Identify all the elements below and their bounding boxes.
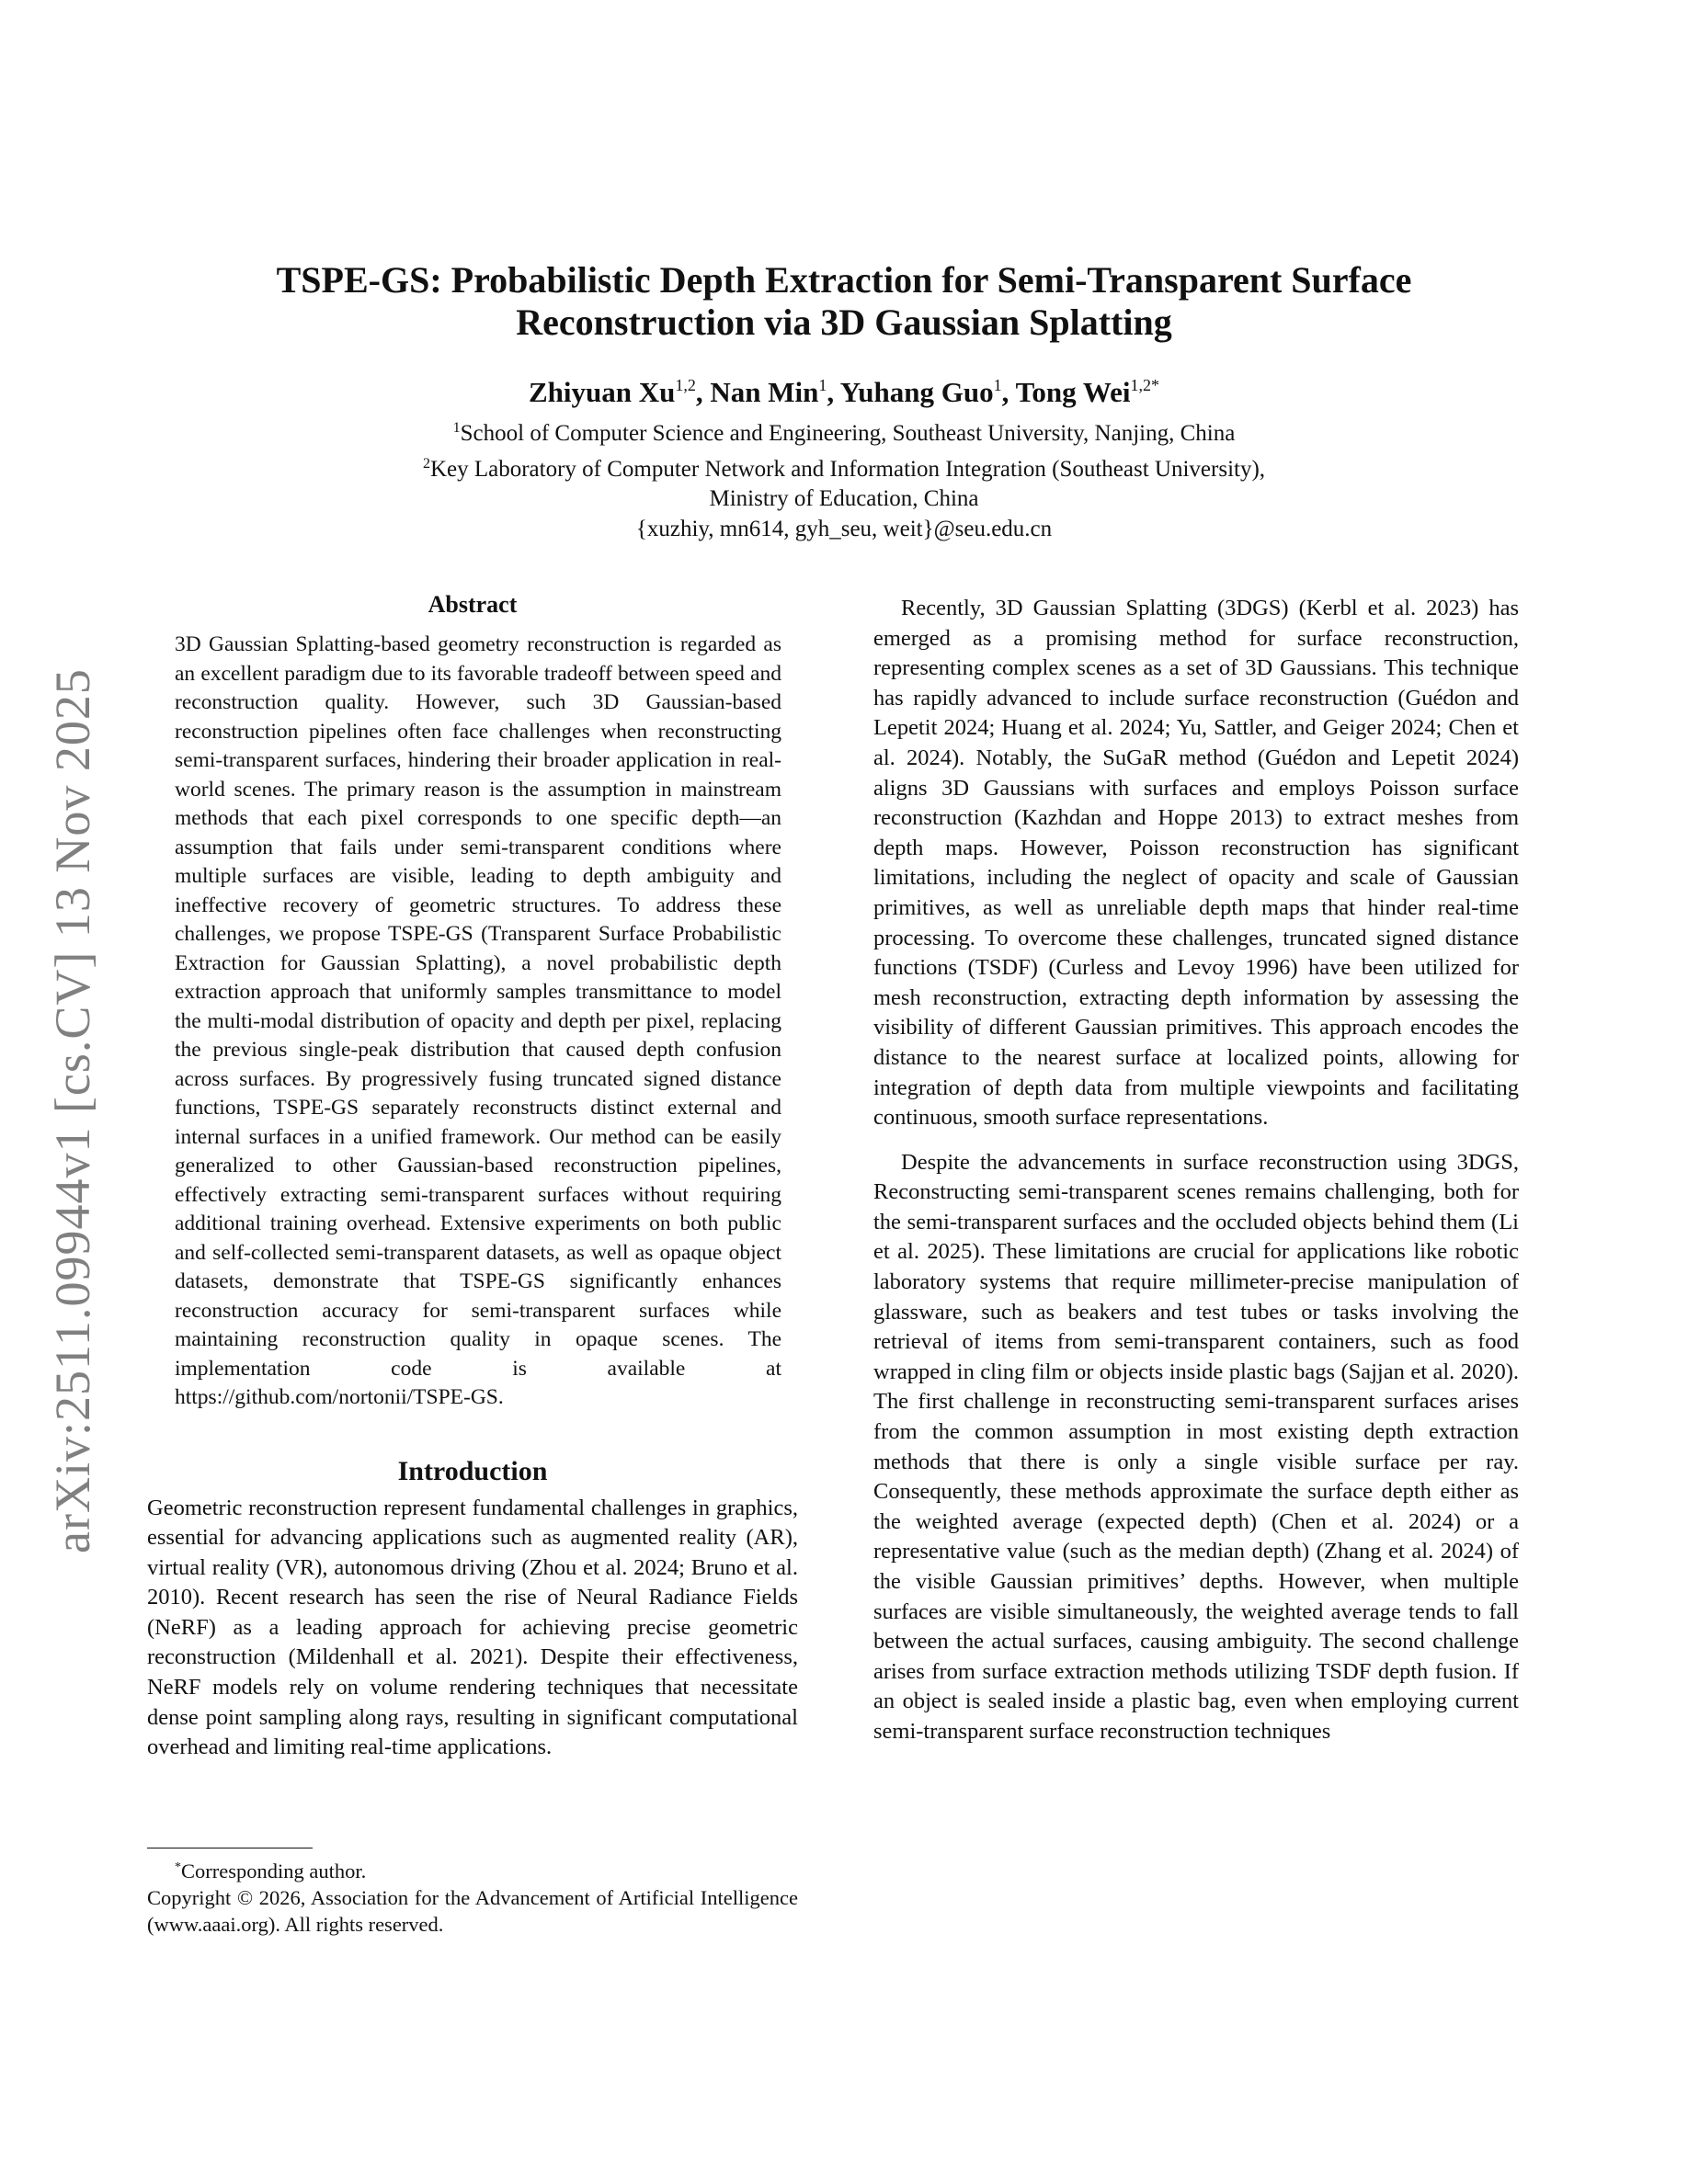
- arxiv-stamp: arXiv:2511.09944v1 [cs.CV] 13 Nov 2025: [45, 668, 100, 1553]
- intro-paragraph: Geometric reconstruction represent fundamental challenges in graphics, essential for advancing applications such as augmented reality (AR), virtual reality (VR), autonomous driving (Zhou et al. 2024; Bruno et al. 2010). Recent research has seen the rise of Neural Radiance Fields (NeRF) as a leading approach for achieving precise geometric reconstruction (Mildenhall et al. 2021). Despite their effectiveness, NeRF models rely on volume rendering techniques that necessitate dense point sampling along rays, resulting in significant computational overhead and limiting real-time applications.: [147, 1495, 798, 1760]
- affiliation-line: Ministry of Education, China: [709, 486, 979, 511]
- paper-title: [0, 259, 1688, 344]
- author: Zhiyuan Xu$^{1,2}$,: [528, 376, 711, 408]
- abstract-heading: Abstract: [428, 591, 518, 618]
- intro-paragraph: Recently, 3D Gaussian Splatting (3DGS) (Kerbl et al. 2023) has emerged as a promising method for surface reconstruction, representing complex scenes as a set of 3D Gaussians. This technique has rapidly advanced to include surface reconstruction (Guédon and Lepetit 2024; Huang et al. 2024; Yu, Sattler, and Geiger 2024; Chen et al. 2024). Notably, the SuGaR method (Guédon and Lepetit 2024) aligns 3D Gaussians with surfaces and employs Poisson surface reconstruction (Kazhdan and Hoppe 2013) to extract meshes from depth maps. However, Poisson reconstruction has significant limitations, including the neglect of opacity and scale of Gaussian primitives, as well as unreliable depth maps that hinder real-time processing. To overcome these challenges, truncated signed distance functions (TSDF) (Curless and Levoy 1996) have been utilized for mesh reconstruction, extracting depth information by assessing the visibility of different Gaussian primitives. This approach encodes the distance to the nearest surface at localized points, allowing for integration of depth data from multiple viewpoints and facilitating continuous, smooth surface representations.: [873, 596, 1519, 1131]
- copyright-notice: Copyright © 2026, Association for the Advancement of Artificial Intelligence (www.aaai.org). All rights reserved.: [147, 1886, 798, 1936]
- author-list: [0, 368, 1688, 410]
- affiliation-line: $^2$Key Laboratory of Computer Network and Information Integration (Southeast University),: [422, 455, 1266, 482]
- right-column: [873, 594, 1519, 1747]
- paper-title-line-1: TSPE-GS: Probabilistic Depth Extraction for Semi-Transparent Surface: [276, 259, 1412, 301]
- affiliation-line: $^1$School of Computer Science and Engineering, Southeast University, Nanjing, China: [452, 420, 1236, 446]
- introduction-heading: Introduction: [397, 1455, 548, 1486]
- author: Nan Min$^1$,: [710, 376, 840, 408]
- paper-title-line-2: Reconstruction via 3D Gaussian Splatting: [516, 301, 1172, 343]
- intro-paragraph: Despite the advancements in surface reconstruction using 3DGS, Reconstructing semi-transparent scenes remains challenging, both for the semi-transparent surfaces and the occluded objects behind them (Li et al. 2025). These limitations are crucial for applications like robotic laboratory systems that require millimeter-precise manipulation of glassware, such as beakers and test tubes or tasks involving the retrieval of items from semi-transparent containers, such as food wrapped in cling film or objects inside plastic bags (Sajjan et al. 2020). The first challenge in reconstructing semi-transparent surfaces arises from the common assumption in most existing depth extraction methods that there is only a single visible surface per ray. Consequently, these methods approximate the surface depth either as the weighted average (expected depth) (Chen et al. 2024) or a representative value (such as the median depth) (Zhang et al. 2024) of the visible Gaussian primitives’ depths. However, when multiple surfaces are visible simultaneously, the weighted average tends to fall between the actual surfaces, causing ambiguity. The second challenge arises from surface extraction methods utilizing TSDF depth fusion. If an object is sealed inside a plastic bag, even when employing current semi-transparent surface reconstruction techniques: [873, 1149, 1519, 1744]
- author: Tong Wei$^{1,2*}$: [1015, 376, 1159, 408]
- abstract-text: 3D Gaussian Splatting-based geometry reconstruction is regarded as an excellent paradigm due to its favorable tradeoff between speed and reconstruction quality. However, such 3D Gaussian-based reconstruction pipelines often face challenges when reconstructing semi-transparent surfaces, hindering their broader application in real-world scenes. The primary reason is the assumption in mainstream methods that each pixel corresponds to one specific depth—an assumption that fails under semi-transparent conditions where multiple surfaces are visible, leading to depth ambiguity and ineffective recovery of geometric structures. To address these challenges, we propose TSPE-GS (Transparent Surface Probabilistic Extraction for Gaussian Splatting), a novel probabilistic depth extraction approach that uniformly samples transmittance to model the multi-modal distribution of opacity and depth per pixel, replacing the previous single-peak distribution that caused depth confusion across surfaces. By progressively fusing truncated signed distance functions, TSPE-GS separately reconstructs distinct external and internal surfaces in a unified framework. Our method can be easily generalized to other Gaussian-based reconstruction pipelines, effectively extracting semi-transparent surfaces without requiring additional training overhead. Extensive experiments on both public and self-collected semi-transparent datasets, as well as opaque object datasets, demonstrate that TSPE-GS significantly enhances reconstruction accuracy for semi-transparent surfaces while maintaining reconstruction quality in opaque scenes. The implementation code is available at https://github.com/nortonii/TSPE-GS.: [175, 632, 781, 1409]
- footnote: [147, 1848, 798, 1938]
- author-emails: {xuzhiy, mn614, gyh_seu, weit}@seu.edu.cn: [635, 516, 1053, 541]
- affiliations: [0, 414, 1688, 544]
- left-column: [147, 588, 798, 1763]
- author: Yuhang Guo$^1$,: [839, 376, 1016, 408]
- corresponding-author-note: *Corresponding author.: [175, 1860, 367, 1883]
